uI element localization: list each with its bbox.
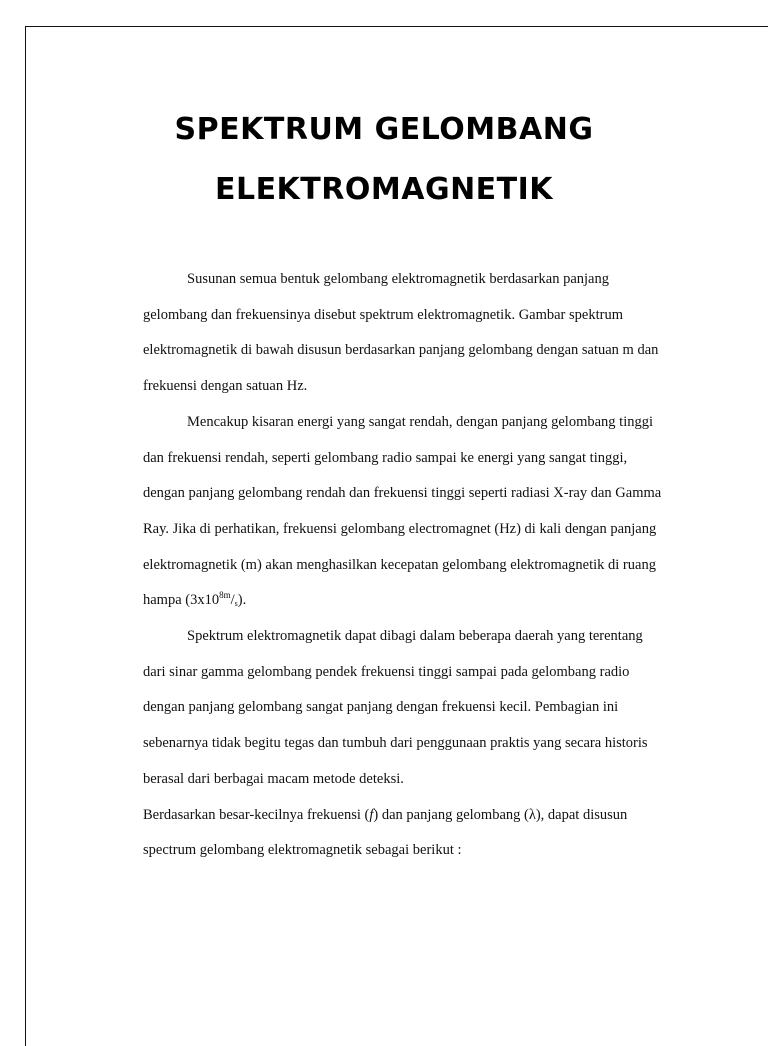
paragraph-1: Susunan semua bentuk gelombang elektromagnetik berdasarkan panjang gelombang dan frekuensinya disebut spektrum elektromagnetik. Gambar spektrum elektromagnetik di bawah disusun berdasarkan panjang gelombang dengan satuan m dan frekuensi dengan satuan Hz. (143, 271, 659, 395)
exponent (219, 590, 231, 600)
paragraph-2-text: Mencakup kisaran energi yang sangat rendah, dengan panjang gelombang tinggi dan frekuensi rendah, seperti gelombang radio sampai ke energi yang sangat tinggi, dengan panjang gelombang rendah dan frekuensi tinggi seperti radiasi X-ray dan Gamma Ray. Jika di perhatikan, frekuensi gelombang electromagnet (Hz) di kali dengan panjang elektromagnetik (m) akan menghasilkan kecepatan gelombang elektromagnetik di ruang hampa (3x10 (143, 413, 662, 609)
frequency-symbol: f (369, 806, 374, 823)
paragraph-4 (143, 798, 663, 869)
exponent-value: 8 (219, 590, 224, 601)
unit-numerator: m (223, 590, 231, 601)
unit-slash: / (230, 592, 235, 609)
unit-denominator: s (234, 599, 238, 609)
paragraph-4-text: Berdasarkan besar-kecilnya frekuensi ( (143, 806, 370, 823)
document-body (143, 262, 663, 869)
paragraph-3: Spektrum elektromagnetik dapat dibagi dalam beberapa daerah yang terentang dari sinar gamma gelombang pendek frekuensi tinggi sampai pada gelombang radio dengan panjang gelombang sangat panjang dengan frekuensi kecil. Pembagian ini sebenarnya tidak begitu tegas dan tumbuh dari penggunaan praktis yang secara historis berasal dari berbagai macam metode deteksi. (143, 628, 648, 787)
paragraph-2-end: ). (237, 592, 247, 609)
page-title-line-1: SPEKTRUM GELOMBANG (174, 112, 594, 147)
paragraph-4-end: ) dan panjang gelombang (λ), dapat disusun spectrum gelombang elektromagnetik sebagai berikut : (143, 806, 628, 859)
paragraph-2 (143, 405, 663, 619)
page-title-line-2: ELEKTROMAGNETIK (214, 172, 554, 207)
